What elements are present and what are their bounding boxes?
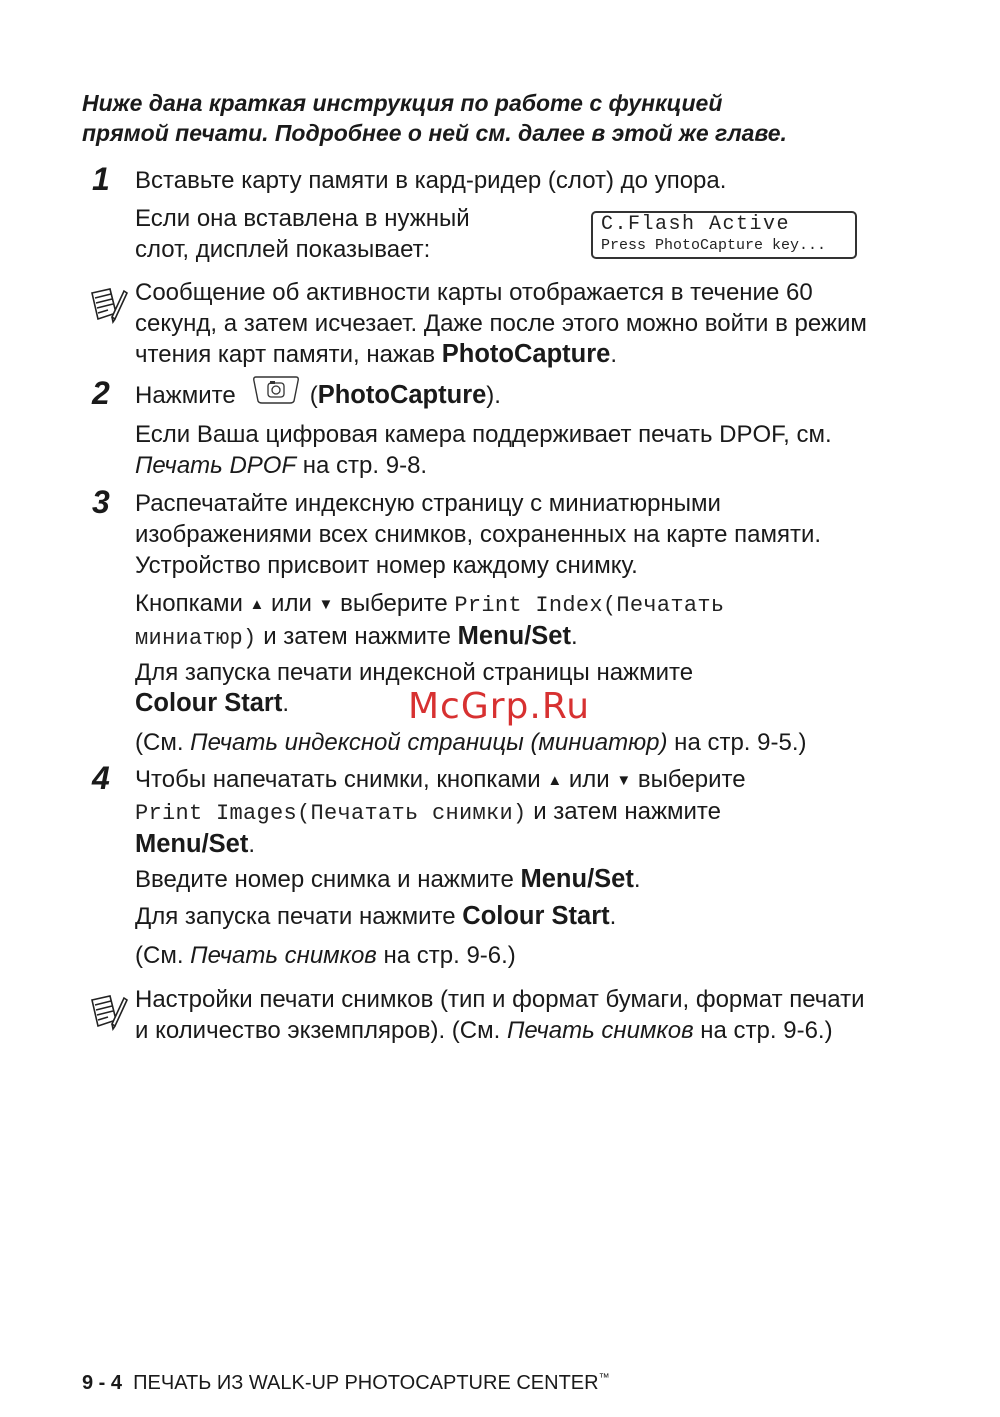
step-4-p4-italic: Печать снимков bbox=[190, 942, 377, 969]
step-3-p2-a: Кнопками bbox=[135, 590, 250, 617]
down-arrow-icon: ▼ bbox=[616, 772, 632, 789]
note-2-end: на стр. 9-6.) bbox=[693, 1017, 833, 1044]
step-3-p2-b: или bbox=[264, 590, 319, 617]
step-4-p1-d: и затем нажмите bbox=[526, 798, 721, 825]
trademark-symbol: ™ bbox=[598, 1372, 610, 1384]
step-4-p3-a: Для запуска печати нажмите bbox=[135, 903, 463, 930]
step-2-bold: PhotoCapture bbox=[317, 381, 487, 409]
step-4-p1-end: . bbox=[248, 831, 256, 858]
step-4-menu-set: Menu/Set bbox=[135, 830, 249, 858]
intro-text bbox=[82, 88, 942, 148]
step-1-subtext-line-2: слот, дисплей показывает: bbox=[135, 236, 431, 263]
step-3-p2-end: . bbox=[570, 623, 578, 650]
step-4-p2-a: Введите номер снимка и нажмите bbox=[135, 866, 521, 893]
step-number-2: 2 bbox=[92, 375, 110, 411]
note-2-text bbox=[135, 984, 870, 1046]
step-3-text: Распечатайте индексную страницу с миниатюрными изображениями всех снимков, сохраненных на карте памяти. Устройство присвоит номер каждому снимку. bbox=[135, 490, 822, 579]
note-2-body: Настройки печати снимков (тип и формат бумаги, формат печати и количество экземпляров). (См. bbox=[135, 986, 865, 1044]
lcd-line-2: Press PhotoCapture key... bbox=[601, 237, 827, 254]
note-pencil-icon bbox=[86, 283, 128, 325]
step-number-4: 4 bbox=[92, 760, 110, 796]
step-3-p2-c: выберите bbox=[333, 590, 455, 617]
step-2-subtext-body: Если Ваша цифровая камера поддерживает печать DPOF, см. bbox=[135, 421, 832, 448]
note-pencil-icon bbox=[86, 990, 128, 1032]
step-2-subtext-end: на стр. 9-8. bbox=[296, 452, 428, 479]
up-arrow-icon: ▲ bbox=[547, 772, 563, 789]
step-2-open: ( bbox=[309, 382, 318, 409]
step-number-3: 3 bbox=[92, 484, 110, 520]
photocapture-button-icon bbox=[252, 375, 300, 413]
step-number-1: 1 bbox=[92, 161, 110, 197]
step-4-p1-a: Чтобы напечатать снимки, кнопками bbox=[135, 766, 548, 793]
step-4-p2-end: . bbox=[633, 866, 641, 893]
page-footer bbox=[82, 1366, 610, 1395]
step-3-p3-text: Для запуска печати индексной страницы нажмите bbox=[135, 659, 694, 686]
step-4-colour-start: Colour Start bbox=[462, 902, 610, 930]
step-3-colour-start: Colour Start bbox=[135, 689, 283, 717]
note-1-text bbox=[135, 277, 870, 370]
note-1-end: . bbox=[610, 341, 617, 368]
step-2-close: ). bbox=[486, 382, 501, 409]
step-4-lcd-option: Print Images(Печатать снимки) bbox=[135, 801, 527, 826]
lcd-line-1: C.Flash Active bbox=[601, 213, 791, 236]
note-1-bold: PhotoCapture bbox=[441, 340, 611, 368]
step-3-reference bbox=[135, 727, 915, 758]
step-4-enter-number bbox=[135, 864, 895, 895]
step-4-p1-c: выберите bbox=[631, 766, 746, 793]
step-1-subtext bbox=[135, 203, 555, 265]
step-4-p2-bold: Menu/Set bbox=[520, 865, 634, 893]
step-3-p4-italic: Печать индексной страницы (миниатюр) bbox=[190, 729, 668, 756]
step-4-p4-b: на стр. 9-6.) bbox=[376, 942, 516, 969]
step-3-instruction bbox=[135, 588, 815, 654]
step-1-subtext-line-1: Если она вставлена в нужный bbox=[135, 205, 470, 232]
step-3-menu-set: Menu/Set bbox=[457, 622, 571, 650]
intro-line-1: Ниже дана краткая инструкция по работе с функцией bbox=[82, 90, 723, 116]
step-4-p4-a: (См. bbox=[135, 942, 191, 969]
step-4-p1-b: или bbox=[562, 766, 617, 793]
step-3-p4-a: (См. bbox=[135, 729, 191, 756]
step-4-start-print bbox=[135, 901, 895, 932]
step-4-reference bbox=[135, 940, 895, 971]
step-2-text bbox=[135, 380, 895, 413]
intro-line-2: прямой печати. Подробнее о ней см. далее в этой же главе. bbox=[82, 120, 787, 146]
note-1-body: Сообщение об активности карты отображается в течение 60 секунд, а затем исчезает. Даже после этого можно войти в режим чтения карт памяти, нажав bbox=[135, 279, 867, 368]
step-4-text bbox=[135, 764, 835, 860]
step-1-text: Вставьте карту памяти в кард-ридер (слот) до упора. bbox=[135, 167, 727, 194]
step-4-p3-end: . bbox=[609, 903, 617, 930]
down-arrow-icon: ▼ bbox=[318, 596, 334, 613]
step-3-p2-d: и затем нажмите bbox=[256, 623, 458, 650]
lcd-display bbox=[591, 211, 857, 259]
page-number: 9 - 4 bbox=[82, 1372, 123, 1394]
step-2-subtext bbox=[135, 419, 880, 481]
note-2-italic: Печать снимков bbox=[506, 1017, 694, 1044]
watermark: McGrp.Ru bbox=[408, 686, 591, 727]
chapter-title: ПЕЧАТЬ ИЗ WALK-UP PHOTOCAPTURE CENTER bbox=[133, 1372, 599, 1394]
step-3-p3-end: . bbox=[282, 690, 290, 717]
step-2-pre: Нажмите bbox=[135, 382, 236, 409]
step-3-lcd-option: Print Index(Печатать миниатюр) bbox=[135, 593, 725, 651]
up-arrow-icon: ▲ bbox=[249, 596, 265, 613]
step-3-p4-b: на стр. 9-5.) bbox=[667, 729, 807, 756]
step-2-subtext-italic: Печать DPOF bbox=[135, 452, 297, 479]
